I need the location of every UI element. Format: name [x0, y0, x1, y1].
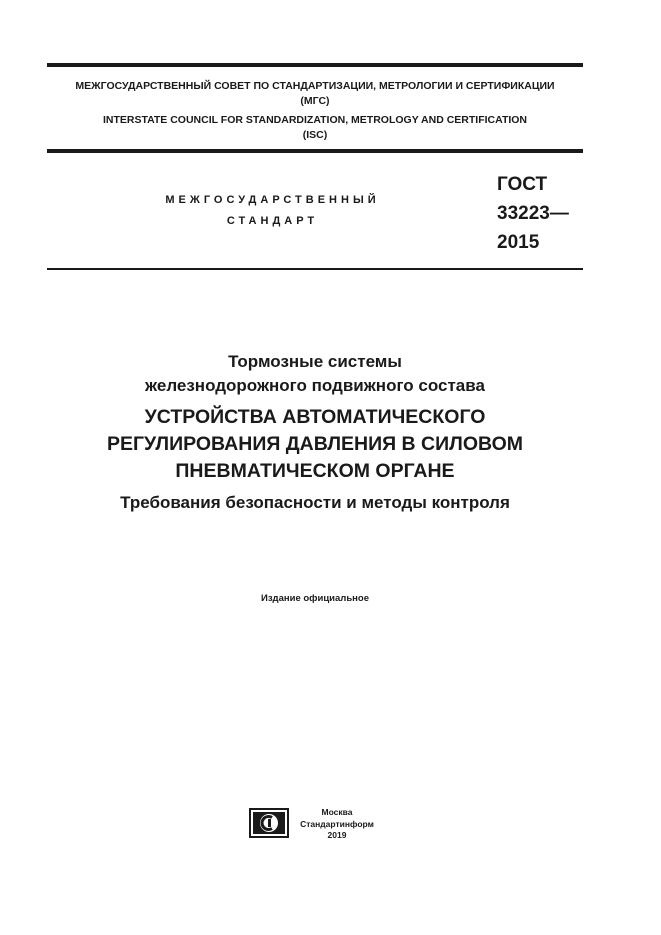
standard-kind-line1: МЕЖГОСУДАРСТВЕННЫЙ: [165, 194, 380, 206]
title-main-line3: ПНЕВМАТИЧЕСКОМ ОРГАНЕ: [175, 460, 455, 482]
edition-note: Издание официальное: [261, 593, 369, 604]
standard-number-line3: 2015: [497, 232, 540, 253]
publisher-year: 2019: [327, 830, 347, 840]
council-abbr-en: (ISC): [302, 129, 328, 141]
standard-kind: [140, 190, 405, 232]
standartinform-logo-icon: [249, 808, 289, 838]
document-title: [47, 350, 583, 515]
standard-number-line2: 33223—: [497, 203, 569, 224]
standard-number-line1: ГОСТ: [497, 174, 548, 195]
bottom-rule: [47, 268, 583, 270]
publisher-name: Стандартинформ: [300, 818, 374, 829]
publisher: [296, 807, 378, 842]
council-abbr-ru: (МГС): [300, 95, 330, 107]
title-subject-line1: Тормозные системы: [228, 352, 402, 371]
council-name-en: INTERSTATE COUNCIL FOR STANDARDIZATION, METROLOGY AND CERTIFICATION: [102, 114, 528, 126]
top-rule: [47, 63, 583, 67]
title-main-line2: РЕГУЛИРОВАНИЯ ДАВЛЕНИЯ В СИЛОВОМ: [106, 433, 524, 455]
standard-kind-line2: СТАНДАРТ: [226, 215, 319, 227]
title-subject-line2: железнодорожного подвижного состава: [145, 376, 485, 395]
council-header: [47, 79, 583, 143]
publisher-city: Москва: [321, 807, 353, 817]
title-main-line1: УСТРОЙСТВА АВТОМАТИЧЕСКОГО: [144, 406, 486, 428]
standard-number: [497, 170, 569, 257]
middle-rule: [47, 149, 583, 153]
title-requirements: Требования безопасности и методы контроля: [120, 493, 510, 512]
council-name-ru: МЕЖГОСУДАРСТВЕННЫЙ СОВЕТ ПО СТАНДАРТИЗАЦИИ, МЕТРОЛОГИИ И СЕРТИФИКАЦИИ: [75, 80, 555, 92]
